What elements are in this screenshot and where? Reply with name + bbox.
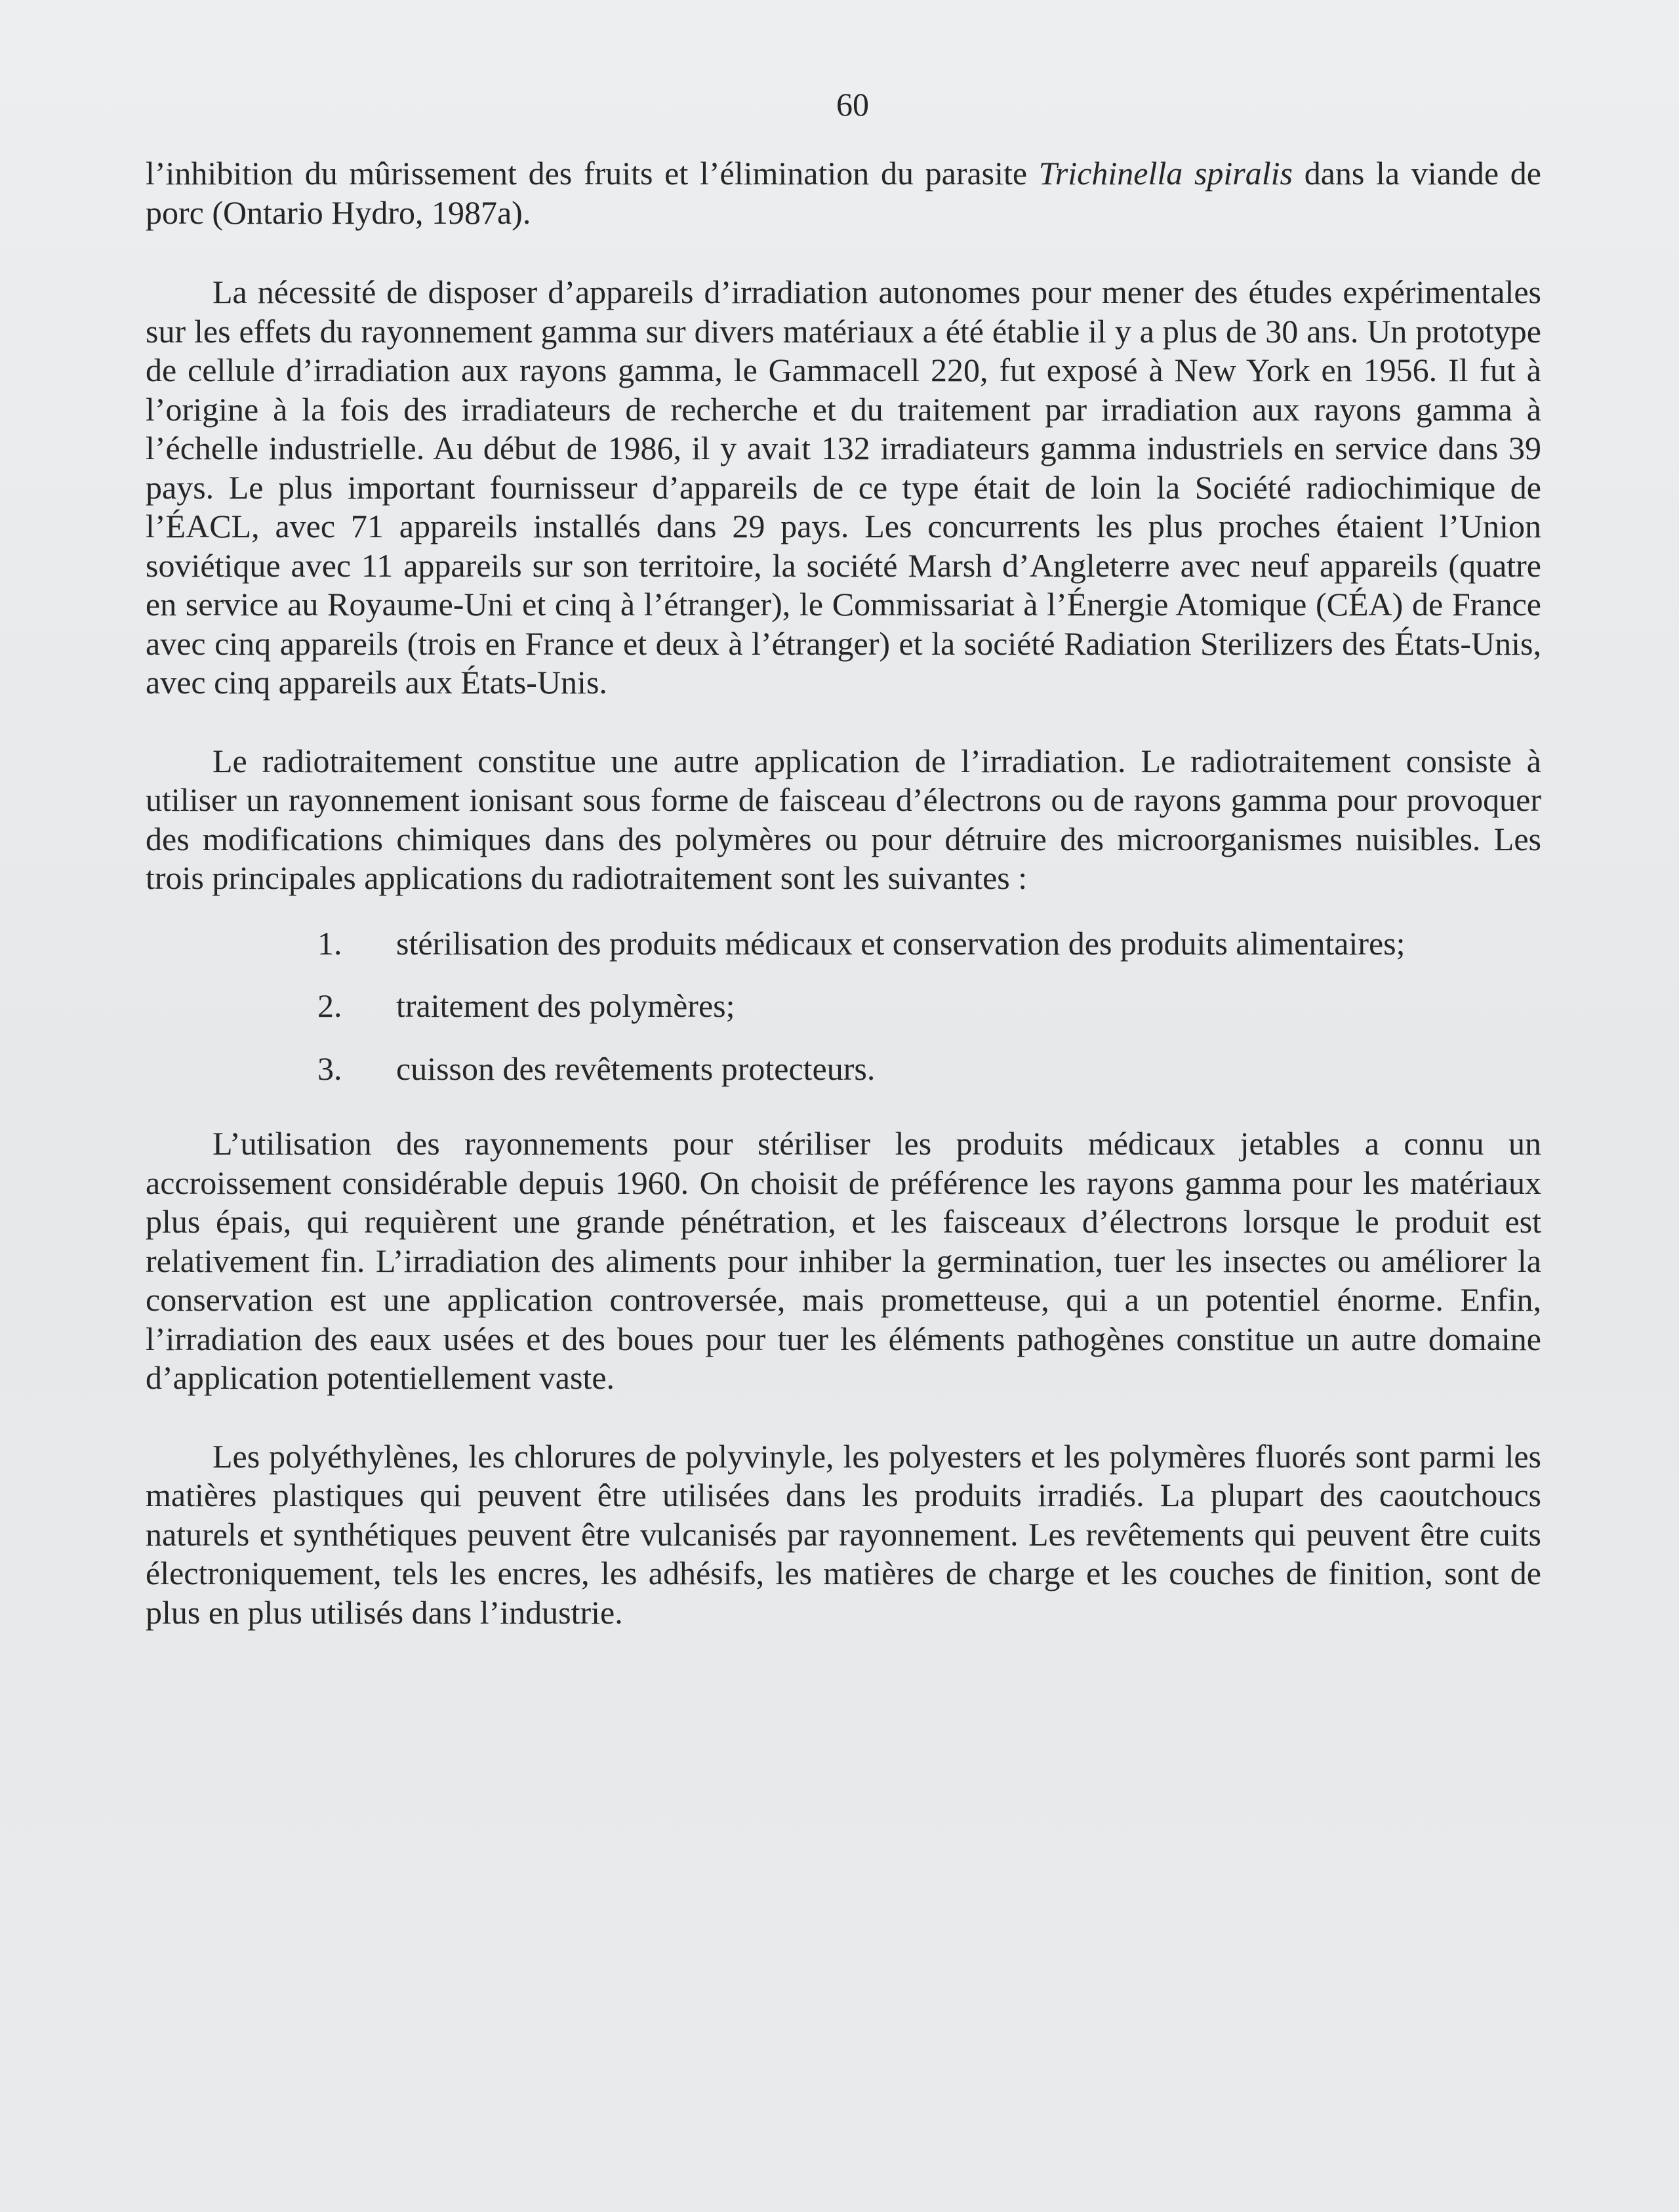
paragraph-4: L’utilisation des rayonnements pour stériliser les produits médicaux jetables a connu un accroissement considérable depuis 1960. On choisit de préférence les rayons gamma pour les matériaux plus épais, qui requièrent une grande pénétration, et les faisceaux d’électrons lorsque le produit est relativement fin. L’irradiation des aliments pour inhiber la germination, tuer les insectes ou améliorer la conservation est une application controversée, mais prometteuse, qui a un potentiel énorme. Enfin, l’irradiation des eaux usées et des boues pour tuer les éléments pathogènes constitue un autre domaine d’application potentiellement vaste. — [146, 1125, 1541, 1396]
list-item-text: traitement des polymères; — [396, 987, 735, 1024]
applications-list — [146, 924, 1541, 1089]
body-text — [146, 154, 1541, 1671]
paragraph-5: Les polyéthylènes, les chlorures de polyvinyle, les polyesters et les polymères fluorés sont parmi les matières plastiques qui peuvent être utilisées dans les produits irradiés. La plupart des caoutchoucs naturels et synthétiques peuvent être vulcanisés par rayonnement. Les revêtements qui peuvent être cuits électroniquement, tels les encres, les adhésifs, les matières de charge et les couches de finition, sont de plus en plus utilisés dans l’industrie. — [146, 1437, 1541, 1631]
list-item-text: cuisson des revêtements protecteurs. — [396, 1050, 876, 1087]
paragraph-1 — [146, 154, 1541, 232]
list-item — [146, 1050, 1541, 1089]
paragraph-2: La nécessité de disposer d’appareils d’irradiation autonomes pour mener des études expérimentales sur les effets du rayonnement gamma sur divers matériaux a été établie il y a plus de 30 ans. Un prototype de cellule d’irradiation aux rayons gamma, le Gammacell 220, fut exposé à New York en 1956. Il fut à l’origine à la fois des irradiateurs de recherche et du traitement par irradiation aux rayons gamma à l’échelle industrielle. Au début de 1986, il y avait 132 irradiateurs gamma industriels en service dans 39 pays. Le plus important fournisseur d’appareils de ce type était de loin la Société radiochimique de l’ÉACL, avec 71 appareils installés dans 29 pays. Les concurrents les plus proches étaient l’Union soviétique avec 11 appareils sur son territoire, la société Marsh d’Angleterre avec neuf appareils (quatre en service au Royaume-Uni et cinq à l’étranger), le Commissariat à l’Énergie Atomique (CÉA) de France avec cinq appareils (trois en France et deux à l’étranger) et la société Radiation Sterilizers des États-Unis, avec cinq appareils aux États-Unis. — [146, 274, 1541, 701]
list-item-text: stérilisation des produits médicaux et conservation des produits alimentaires; — [396, 924, 1406, 962]
list-item-number: 2. — [317, 987, 342, 1024]
paragraph-1-text-end: dans la viande de porc (Ontario Hydro, 1987a). — [146, 155, 1541, 231]
list-item-number: 3. — [317, 1050, 342, 1087]
species-name-italic: Trichinella spiralis — [1038, 155, 1293, 192]
page-number: 60 — [836, 86, 869, 123]
list-item — [146, 987, 1541, 1026]
paragraph-3: Le radiotraitement constitue une autre application de l’irradiation. Le radiotraitement consiste à utiliser un rayonnement ionisant sous forme de faisceau d’électrons ou de rayons gamma pour provoquer des modifications chimiques dans des polymères ou pour détruire des microorganismes nuisibles. Les trois principales applications du radiotraitement sont les suivantes : — [146, 742, 1541, 896]
paragraph-1-text-start: l’inhibition du mûrissement des fruits et l’élimination du parasite — [146, 155, 1039, 192]
list-item — [146, 924, 1541, 964]
list-item-number: 1. — [317, 924, 342, 962]
